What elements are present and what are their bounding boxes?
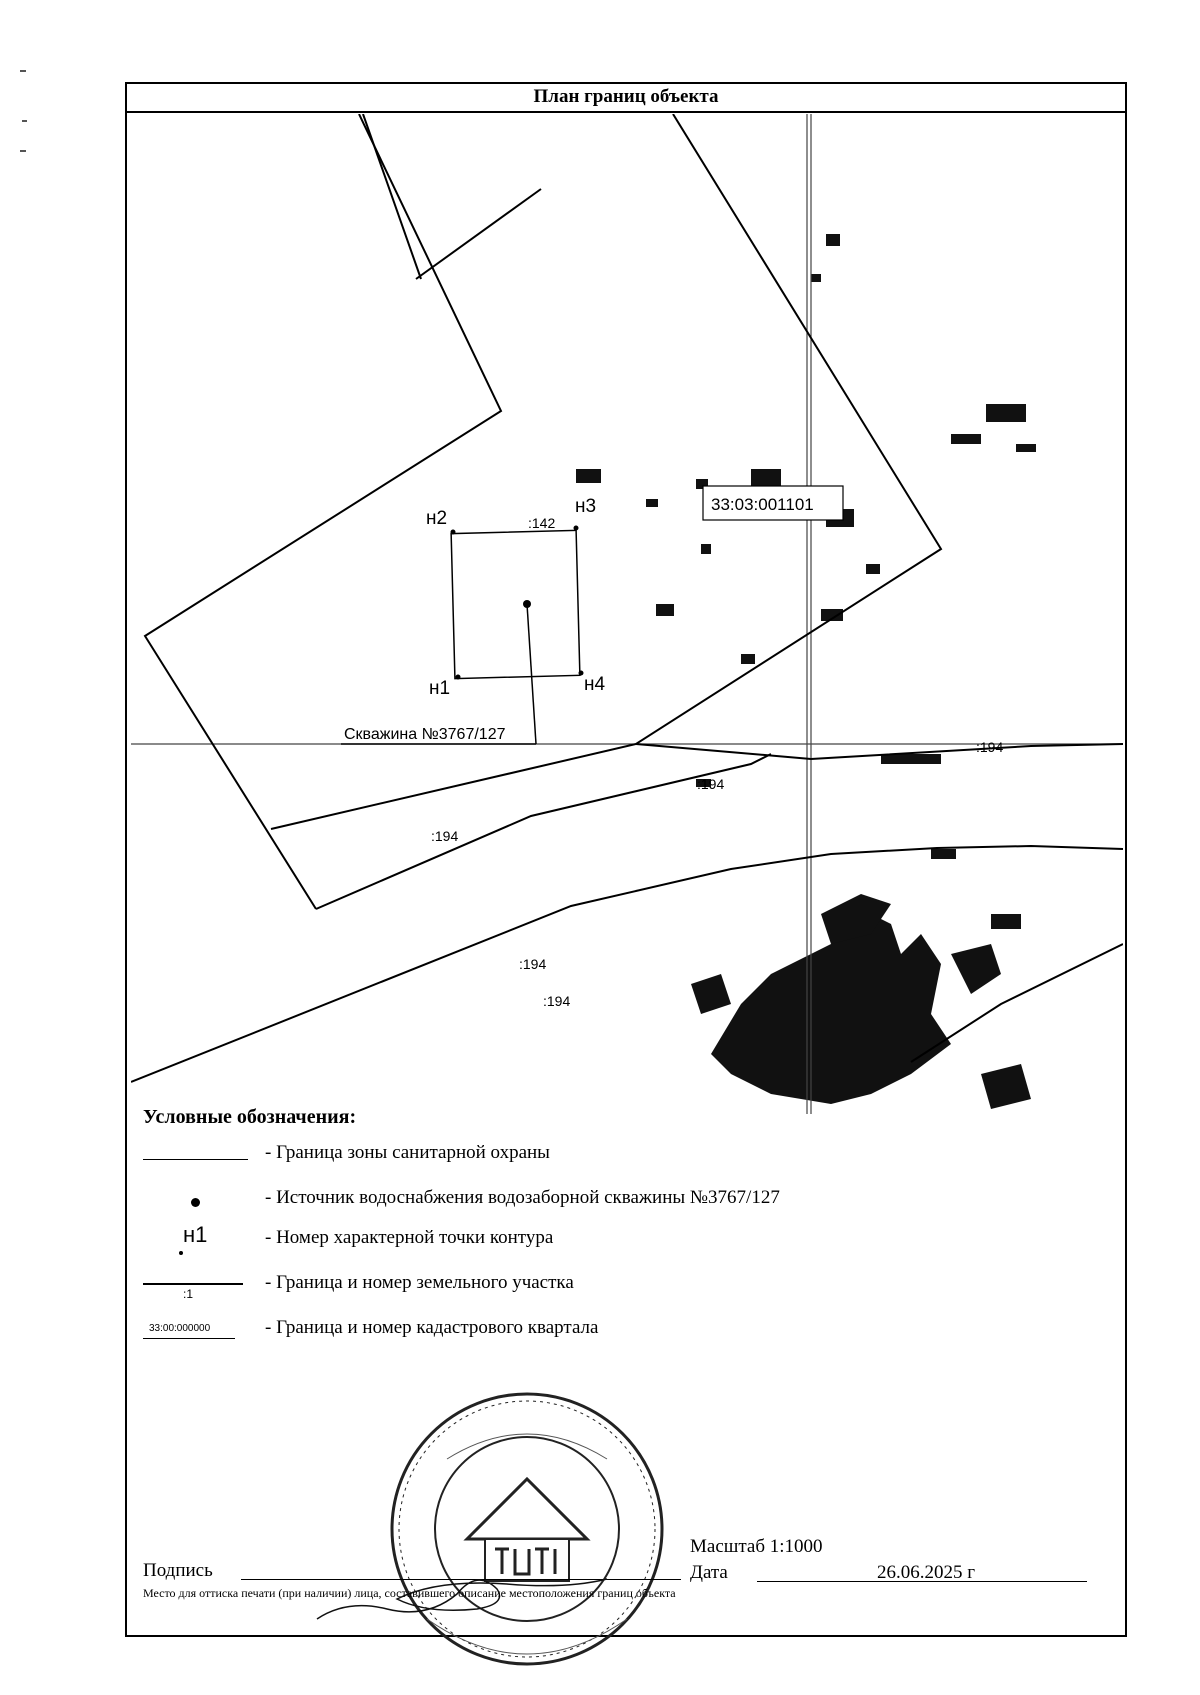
handwritten-signature [307,1539,637,1629]
legend-text: - Граница и номер кадастрового квартала [265,1317,599,1338]
well-callout-line [527,604,536,744]
point-label-n4: н4 [584,674,606,695]
legend-text: - Граница и номер земельного участка [265,1272,574,1293]
parcel-label-194-c: :194 [519,956,547,972]
parcel-label-194-e: :194 [976,739,1004,755]
legend-symbol-well-dot [143,1184,253,1214]
map-canvas [131,114,1123,1114]
parcel-label-194-b: :194 [431,828,459,844]
parcel-label-194-a: :194 [697,776,725,792]
point-label-n1: н1 [429,678,451,699]
date-value: 26.06.2025 г [877,1562,976,1583]
legend-item-cadastral-quarter [143,1314,843,1344]
legend-symbol-parcel-line: :1 [143,1269,253,1299]
quarter-label: 33:03:001101 [711,495,814,514]
point-label-n3: н3 [575,496,597,517]
legend-symbol-sanitary-line [143,1139,253,1169]
scale-label: Масштаб 1:1000 [690,1536,823,1557]
legend-symbol-point-label: н1 [143,1224,253,1254]
signature-label: Подпись [143,1560,213,1581]
stamp-place-note: Место для оттиска печати (при наличии) лица, составившего описание местоположения границ объекта [143,1586,676,1600]
legend-item-water-source [143,1184,843,1214]
legend-title: Условные обозначения: [143,1106,357,1128]
contour-point-markers [451,526,584,680]
scan-margin-marks [20,70,30,170]
sanitary-zone-boundary [451,530,580,678]
well-label: Скважина №3767/127 [344,726,506,743]
plan-frame [125,82,1127,1637]
legend-symbol-quarter-line: 33:00:000000 [143,1314,253,1344]
point-label-n2: н2 [426,508,448,529]
map-background-texture [576,234,1036,929]
parcel-label-142: :142 [528,515,556,531]
boundary-map [131,114,1123,1114]
parcel-label-194-d: :194 [543,993,571,1009]
legend-item-sanitary-zone [143,1139,843,1169]
plan-title: План границ объекта [127,84,1125,113]
legend-text: - Граница зоны санитарной охраны [265,1142,550,1163]
map-dense-vegetation [691,894,1031,1109]
legend-text: - Источник водоснабжения водозаборной скважины №3767/127 [265,1187,780,1208]
legend-item-land-parcel [143,1269,843,1299]
legend-item-contour-point [143,1224,843,1254]
legend-text: - Номер характерной точки контура [265,1227,554,1248]
date-label: Дата [690,1562,728,1583]
